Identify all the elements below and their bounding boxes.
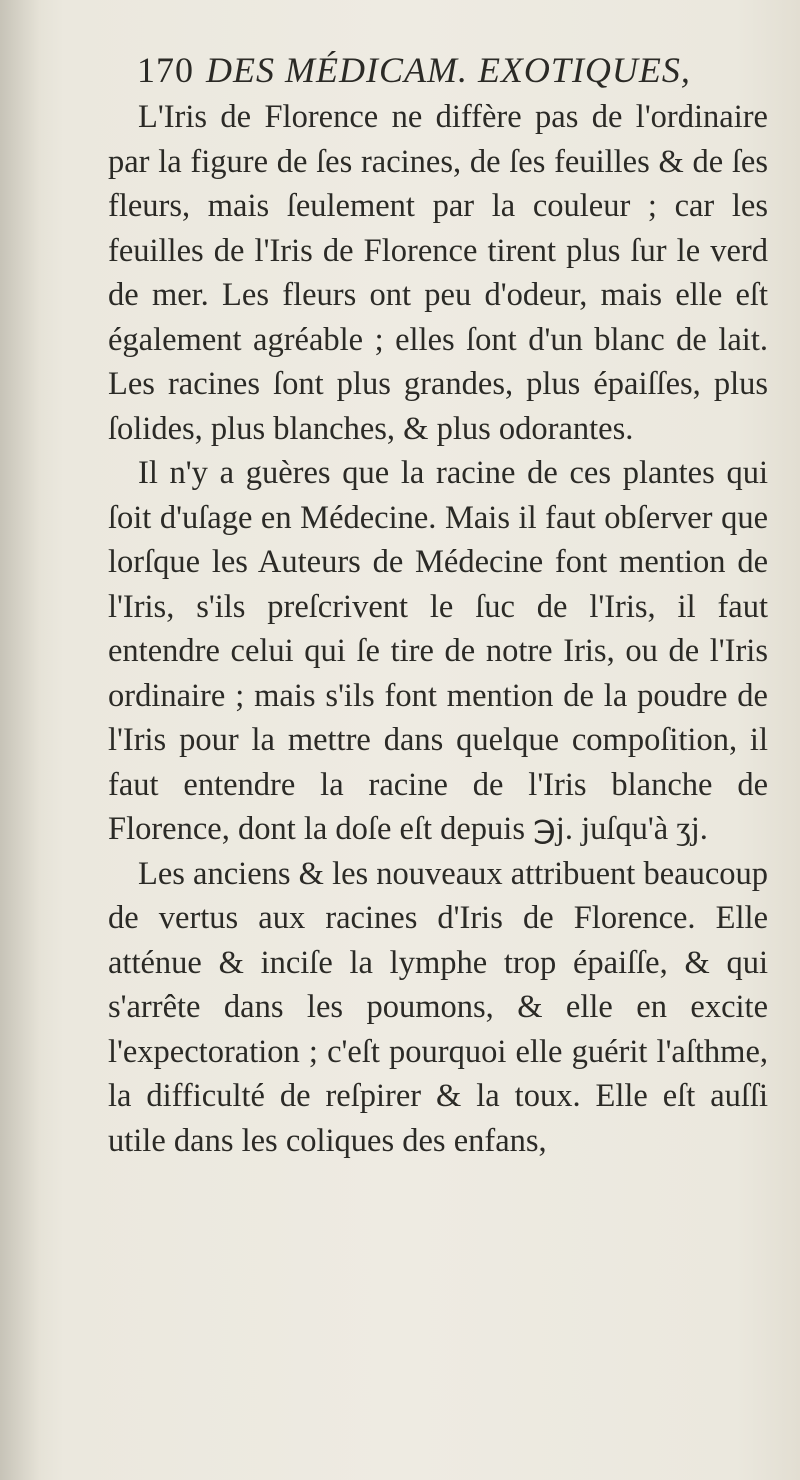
page-number: 170	[137, 50, 194, 90]
paragraph-iris-virtues: Les anciens & les nouveaux attribuent beaucoup de vertus aux racines d'Iris de Florence. Elle atténue & inciſe la lymphe trop épaiſſe, & qui s'arrête dans les poumons, & elle en excite l'expectoration ; c'eſt pourquoi elle guérit l'aſthme, la difficulté de reſpirer & la toux. Elle eſt auſſi utile dans les coliques des enfans,	[108, 855, 768, 1159]
running-title: DES MÉDICAM. EXOTIQUES	[206, 50, 681, 90]
running-header	[137, 52, 777, 88]
paragraph-iris-description: L'Iris de Florence ne diffère pas de l'ordinaire par la figure de ſes racines, de ſes feuilles & de ſes fleurs, mais ſeulement par la couleur ; car les feuilles de l'Iris de Florence tirent plus ſur le verd de mer. Les fleurs ont peu d'odeur, mais elle eſt également agréable ; elles ſont d'un blanc de lait. Les racines ſont plus grandes, plus épaiſſes, plus ſolides, plus blanches, & plus odorantes.	[108, 99, 768, 447]
page-spine-shadow	[0, 0, 40, 1480]
running-title-comma: ,	[680, 50, 691, 90]
paragraph-iris-usage: Il n'y a guères que la racine de ces plantes qui ſoit d'uſage en Médecine. Mais il faut obſerver que lorſque les Auteurs de Médecine font mention de l'Iris, s'ils preſcrivent le ſuc de l'Iris, il faut entendre celui qui ſe tire de notre Iris, ou de l'Iris ordinaire ; mais s'ils font mention de la poudre de l'Iris pour la mettre dans quelque compoſition, il faut entendre la racine de l'Iris blanche de Florence, dont la doſe eſt depuis ℈j. juſqu'à ʒj.	[108, 455, 768, 847]
body-text	[108, 95, 768, 1163]
